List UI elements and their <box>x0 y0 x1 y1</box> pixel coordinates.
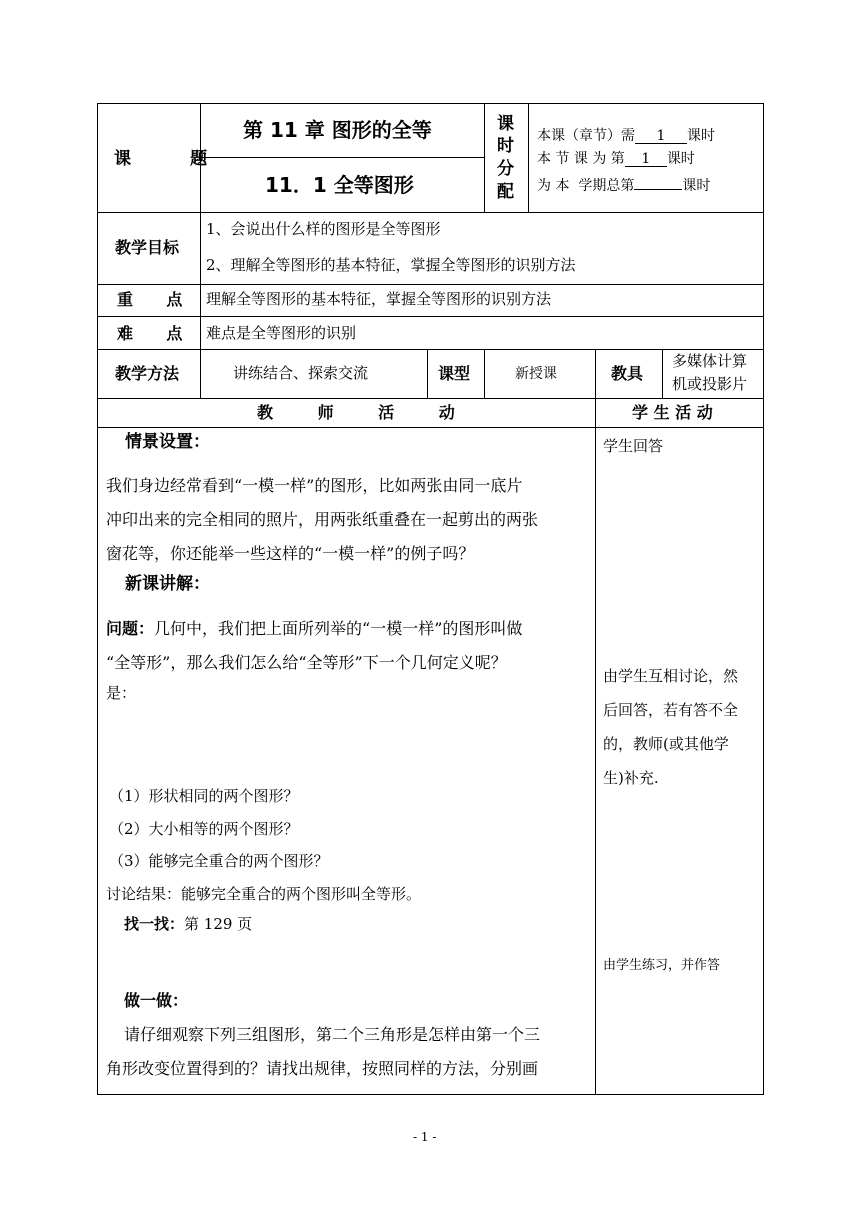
student-discuss-line: 由学生互相讨论，然 <box>603 667 739 685</box>
option-item: （2）大小相等的两个图形？ <box>109 820 299 838</box>
question-label: 问题： <box>106 619 155 638</box>
question-text: 几何中，我们把上面所列举的“一模一样”的图形叫做 <box>154 619 523 638</box>
question-line <box>106 621 522 637</box>
new-lesson-heading: 新课讲解： <box>125 574 210 594</box>
period-label-3: 分 <box>497 159 514 179</box>
alloc-value: 1 <box>625 152 667 167</box>
page-number: - 1 - <box>413 1130 437 1144</box>
chapter-title: 第 11 章 图形的全等 <box>243 118 432 142</box>
find-line <box>124 917 252 932</box>
section-title: 11．1 全等图形 <box>265 173 414 197</box>
do-heading: 做一做： <box>124 991 189 1010</box>
alloc-pre: 为 本 学期总第 <box>537 178 635 194</box>
goals-label: 教学目标 <box>115 238 180 257</box>
difficulty-label: 难 点 <box>117 324 183 343</box>
difficulty-text: 难点是全等图形的识别 <box>206 324 357 342</box>
period-label-2: 时 <box>497 136 514 156</box>
alloc-post: 课时 <box>666 151 695 167</box>
goal-item: 2、理解全等图形的基本特征，掌握全等图形的识别方法 <box>206 256 576 274</box>
alloc-post: 课时 <box>682 178 711 194</box>
student-practice: 由学生练习，并作答 <box>603 958 721 973</box>
topic-label: 课 题 <box>114 149 208 169</box>
teacher-activity-header: 教 师 活 动 <box>257 403 455 422</box>
tools-value: 多媒体计算 <box>672 352 748 370</box>
option-item: （3）能够完全重合的两个图形？ <box>109 852 329 870</box>
allocation-line-1 <box>537 129 715 144</box>
goal-item: 1、会说出什么样的图形是全等图形 <box>206 220 441 238</box>
period-label-4: 配 <box>497 182 514 202</box>
type-label: 课型 <box>438 364 471 383</box>
question-line: 是： <box>106 684 137 702</box>
scene-line: 冲印出来的完全相同的照片，用两张纸重叠在一起剪出的两张 <box>106 510 539 529</box>
alloc-pre: 本 节 课 为 第 <box>537 151 625 167</box>
method-value: 讲练结合、探索交流 <box>233 364 369 382</box>
method-label: 教学方法 <box>115 364 180 383</box>
type-value: 新授课 <box>515 366 557 382</box>
do-line: 角形改变位置得到的？请找出规律，按照同样的方法，分别画 <box>106 1059 539 1078</box>
alloc-value: 1 <box>635 129 687 144</box>
question-line: “全等形”，那么我们怎么给“全等形”下一个几何定义呢？ <box>106 653 507 672</box>
student-activity-header: 学 生 活 动 <box>632 403 713 422</box>
allocation-line-2 <box>537 152 695 167</box>
scene-line: 窗花等，你还能举一些这样的“一模一样”的例子吗？ <box>106 544 475 563</box>
scene-line: 我们身边经常看到“一模一样”的图形，比如两张由同一底片 <box>106 476 523 495</box>
tools-label: 教具 <box>611 364 644 383</box>
alloc-value <box>634 175 682 190</box>
student-discuss-line: 后回答，若有答不全 <box>603 701 739 719</box>
scene-heading: 情景设置： <box>125 432 210 452</box>
allocation-line-3 <box>537 175 710 193</box>
conclusion-text: 讨论结果：能够完全重合的两个图形叫全等形。 <box>106 885 422 903</box>
student-answer: 学生回答 <box>603 437 664 455</box>
tools-value: 机或投影片 <box>672 375 748 393</box>
option-item: （1）形状相同的两个图形？ <box>109 787 299 805</box>
student-discuss-line: 的，教师(或其他学 <box>603 735 729 753</box>
do-line: 请仔细观察下列三组图形，第二个三角形是怎样由第一个三 <box>124 1025 541 1044</box>
find-text: 第 129 页 <box>184 915 253 933</box>
alloc-pre: 本课（章节）需 <box>537 128 635 144</box>
student-discuss-line: 生)补充. <box>603 769 659 787</box>
key-points-text: 理解全等图形的基本特征，掌握全等图形的识别方法 <box>206 290 552 308</box>
alloc-post: 课时 <box>687 128 715 144</box>
find-label: 找一找： <box>124 915 185 933</box>
period-label-1: 课 <box>497 114 514 134</box>
key-points-label: 重 点 <box>117 290 183 309</box>
